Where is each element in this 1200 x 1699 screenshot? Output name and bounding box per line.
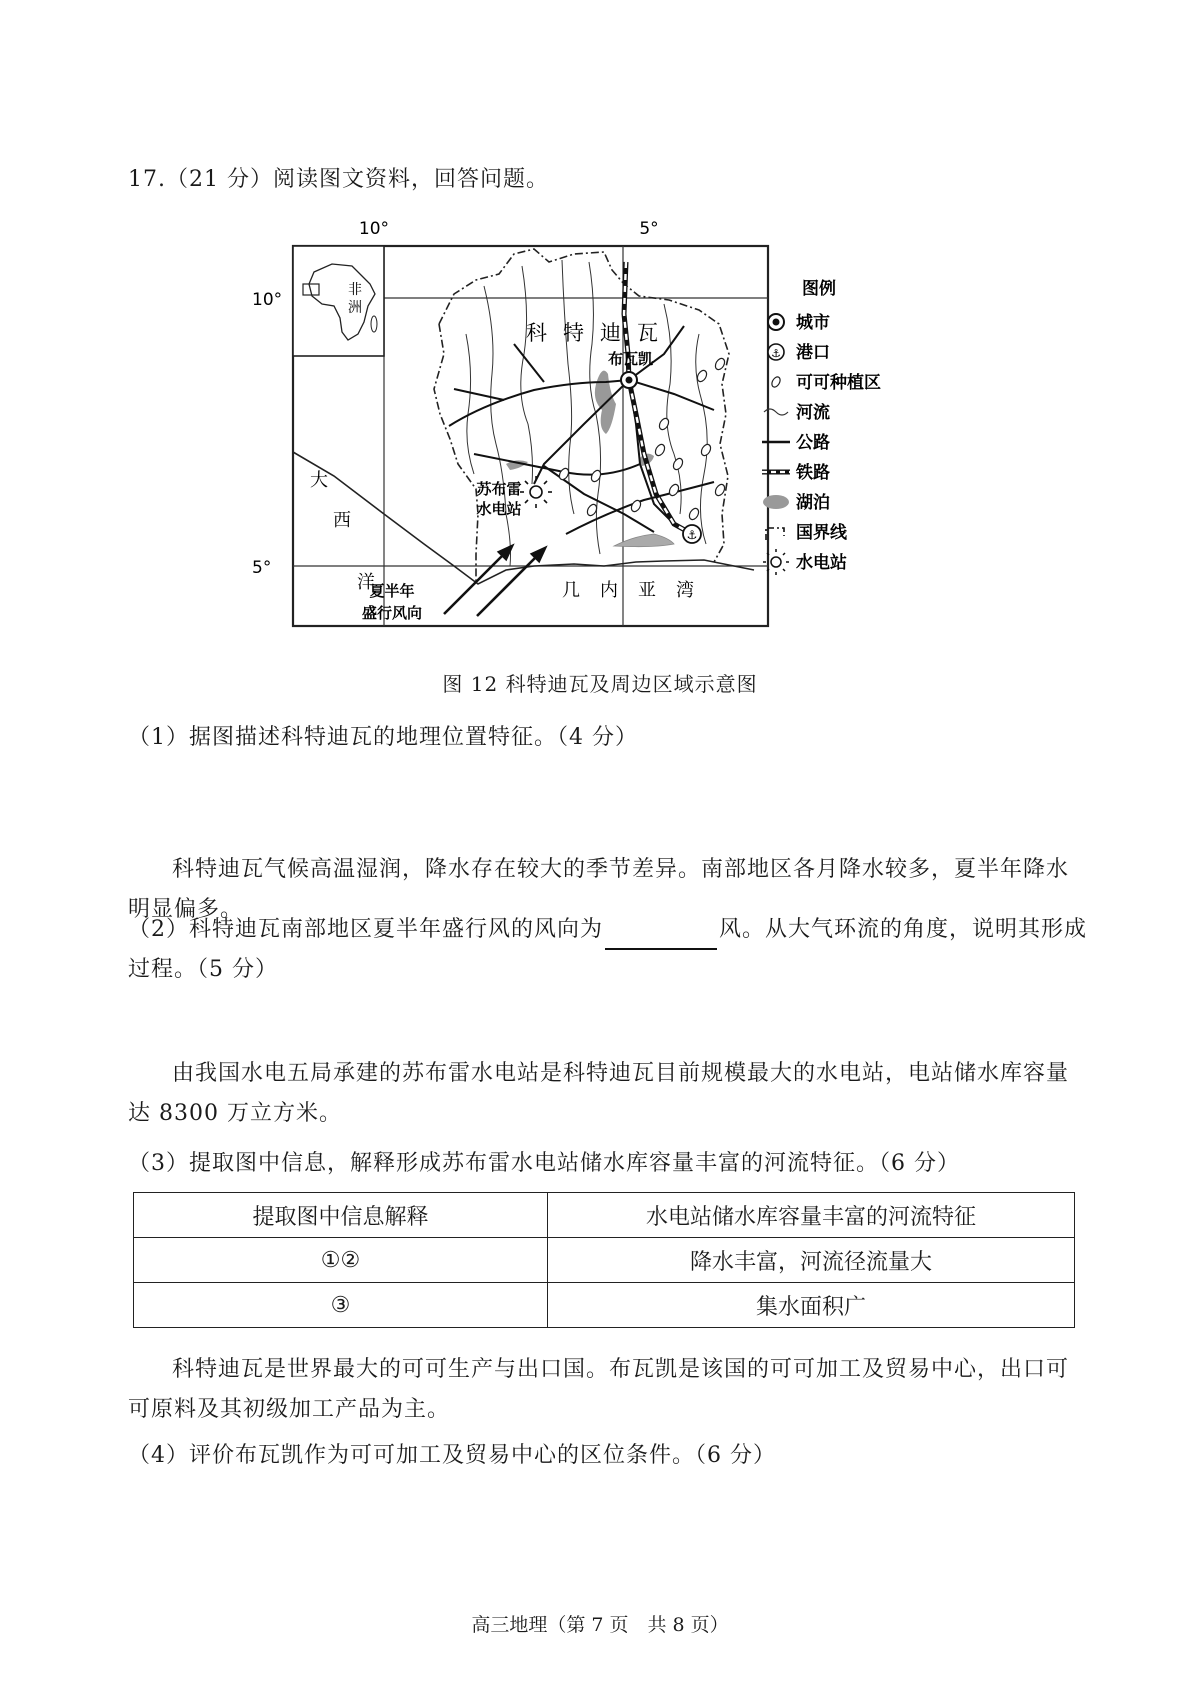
legend-label-port: 港口	[796, 343, 830, 363]
legend-label-city: 城市	[796, 313, 830, 333]
context-paragraph-2: 由我国水电五局承建的苏布雷水电站是科特迪瓦目前规模最大的水电站，电站储水库容量达 8300 万立方米。	[128, 1061, 1070, 1126]
legend-cocoa-icon	[770, 375, 782, 388]
legend	[762, 278, 881, 575]
svg-text:⚓: ⚓	[771, 347, 781, 360]
lat-label-5: 5°	[252, 558, 272, 578]
legend-title: 图例	[802, 279, 836, 299]
inset-label-1: 非	[348, 282, 362, 298]
table-header-row	[134, 1193, 1075, 1238]
legend-label-railway: 铁路	[796, 463, 830, 483]
lat-label-10: 10°	[252, 290, 283, 310]
question-2-after: 风。从大气环流的角度，说明其形成过程。（5 分）	[128, 917, 1088, 982]
question-2-before: （2）科特迪瓦南部地区夏半年盛行风的风向为	[128, 917, 603, 942]
table-header-cell: 提取图中信息解释	[134, 1193, 548, 1238]
madagascar	[371, 316, 377, 332]
map-figure	[244, 214, 964, 660]
table-row	[134, 1238, 1075, 1283]
context-paragraph-1: 科特迪瓦气候高温湿润，降水存在较大的季节差异。南部地区各月降水较多，夏半年降水明显偏多。	[128, 857, 1070, 922]
lon-label-10: 10°	[358, 219, 390, 239]
legend-label-river: 河流	[796, 403, 830, 423]
question-4: （4）评价布瓦凯作为可可加工及贸易中心的区位条件。（6 分）	[128, 1443, 776, 1468]
lon-label-5: 5°	[639, 219, 659, 239]
svg-text:⚓: ⚓	[686, 528, 698, 542]
ocean-label-1: 大	[310, 470, 328, 491]
legend-lake-icon	[763, 495, 789, 509]
legend-label-hydropower: 水电站	[796, 553, 847, 573]
station-label-line2: 水电站	[476, 500, 522, 518]
legend-label-border: 国界线	[796, 523, 847, 543]
gulf-label: 几内亚湾	[562, 580, 714, 601]
answer-blank[interactable]	[605, 926, 717, 950]
table-cell: ①②	[134, 1238, 548, 1283]
ocean-label-2: 西	[333, 510, 351, 531]
info-table	[133, 1192, 1075, 1328]
question-3: （3）提取图中信息，解释形成苏布雷水电站储水库容量丰富的河流特征。（6 分）	[128, 1151, 960, 1176]
legend-label-cocoa: 可可种植区	[796, 373, 881, 393]
table-cell: 集水面积广	[548, 1283, 1075, 1328]
inset-label-2: 洲	[348, 300, 362, 316]
question-header: 17.（21 分）阅读图文资料，回答问题。	[128, 167, 549, 192]
station-label-line1: 苏布雷	[476, 480, 522, 498]
table-cell: ③	[134, 1283, 548, 1328]
wind-label-line2: 盛行风向	[361, 604, 423, 622]
ocean-label-3: 洋	[357, 572, 375, 593]
city-label: 布瓦凯	[608, 350, 654, 368]
table-row	[134, 1283, 1075, 1328]
question-1: （1）据图描述科特迪瓦的地理位置特征。（4 分）	[128, 725, 638, 750]
page-footer: 高三地理（第 7 页 共 8 页）	[471, 1614, 729, 1636]
country-label: 科特迪瓦	[526, 321, 674, 345]
wind-label-line1: 夏半年	[369, 582, 415, 600]
question-2	[128, 910, 1088, 990]
table-cell: 降水丰富，河流径流量大	[548, 1238, 1075, 1283]
cote-divoire-map	[244, 214, 964, 654]
figure-caption: 图 12 科特迪瓦及周边区域示意图	[442, 672, 758, 696]
context-paragraph-3: 科特迪瓦是世界最大的可可生产与出口国。布瓦凯是该国的可可加工及贸易中心，出口可可原料及其初级加工产品为主。	[128, 1357, 1070, 1422]
legend-label-lake: 湖泊	[796, 493, 830, 513]
legend-label-road: 公路	[796, 433, 830, 453]
table-header-cell: 水电站储水库容量丰富的河流特征	[548, 1193, 1075, 1238]
